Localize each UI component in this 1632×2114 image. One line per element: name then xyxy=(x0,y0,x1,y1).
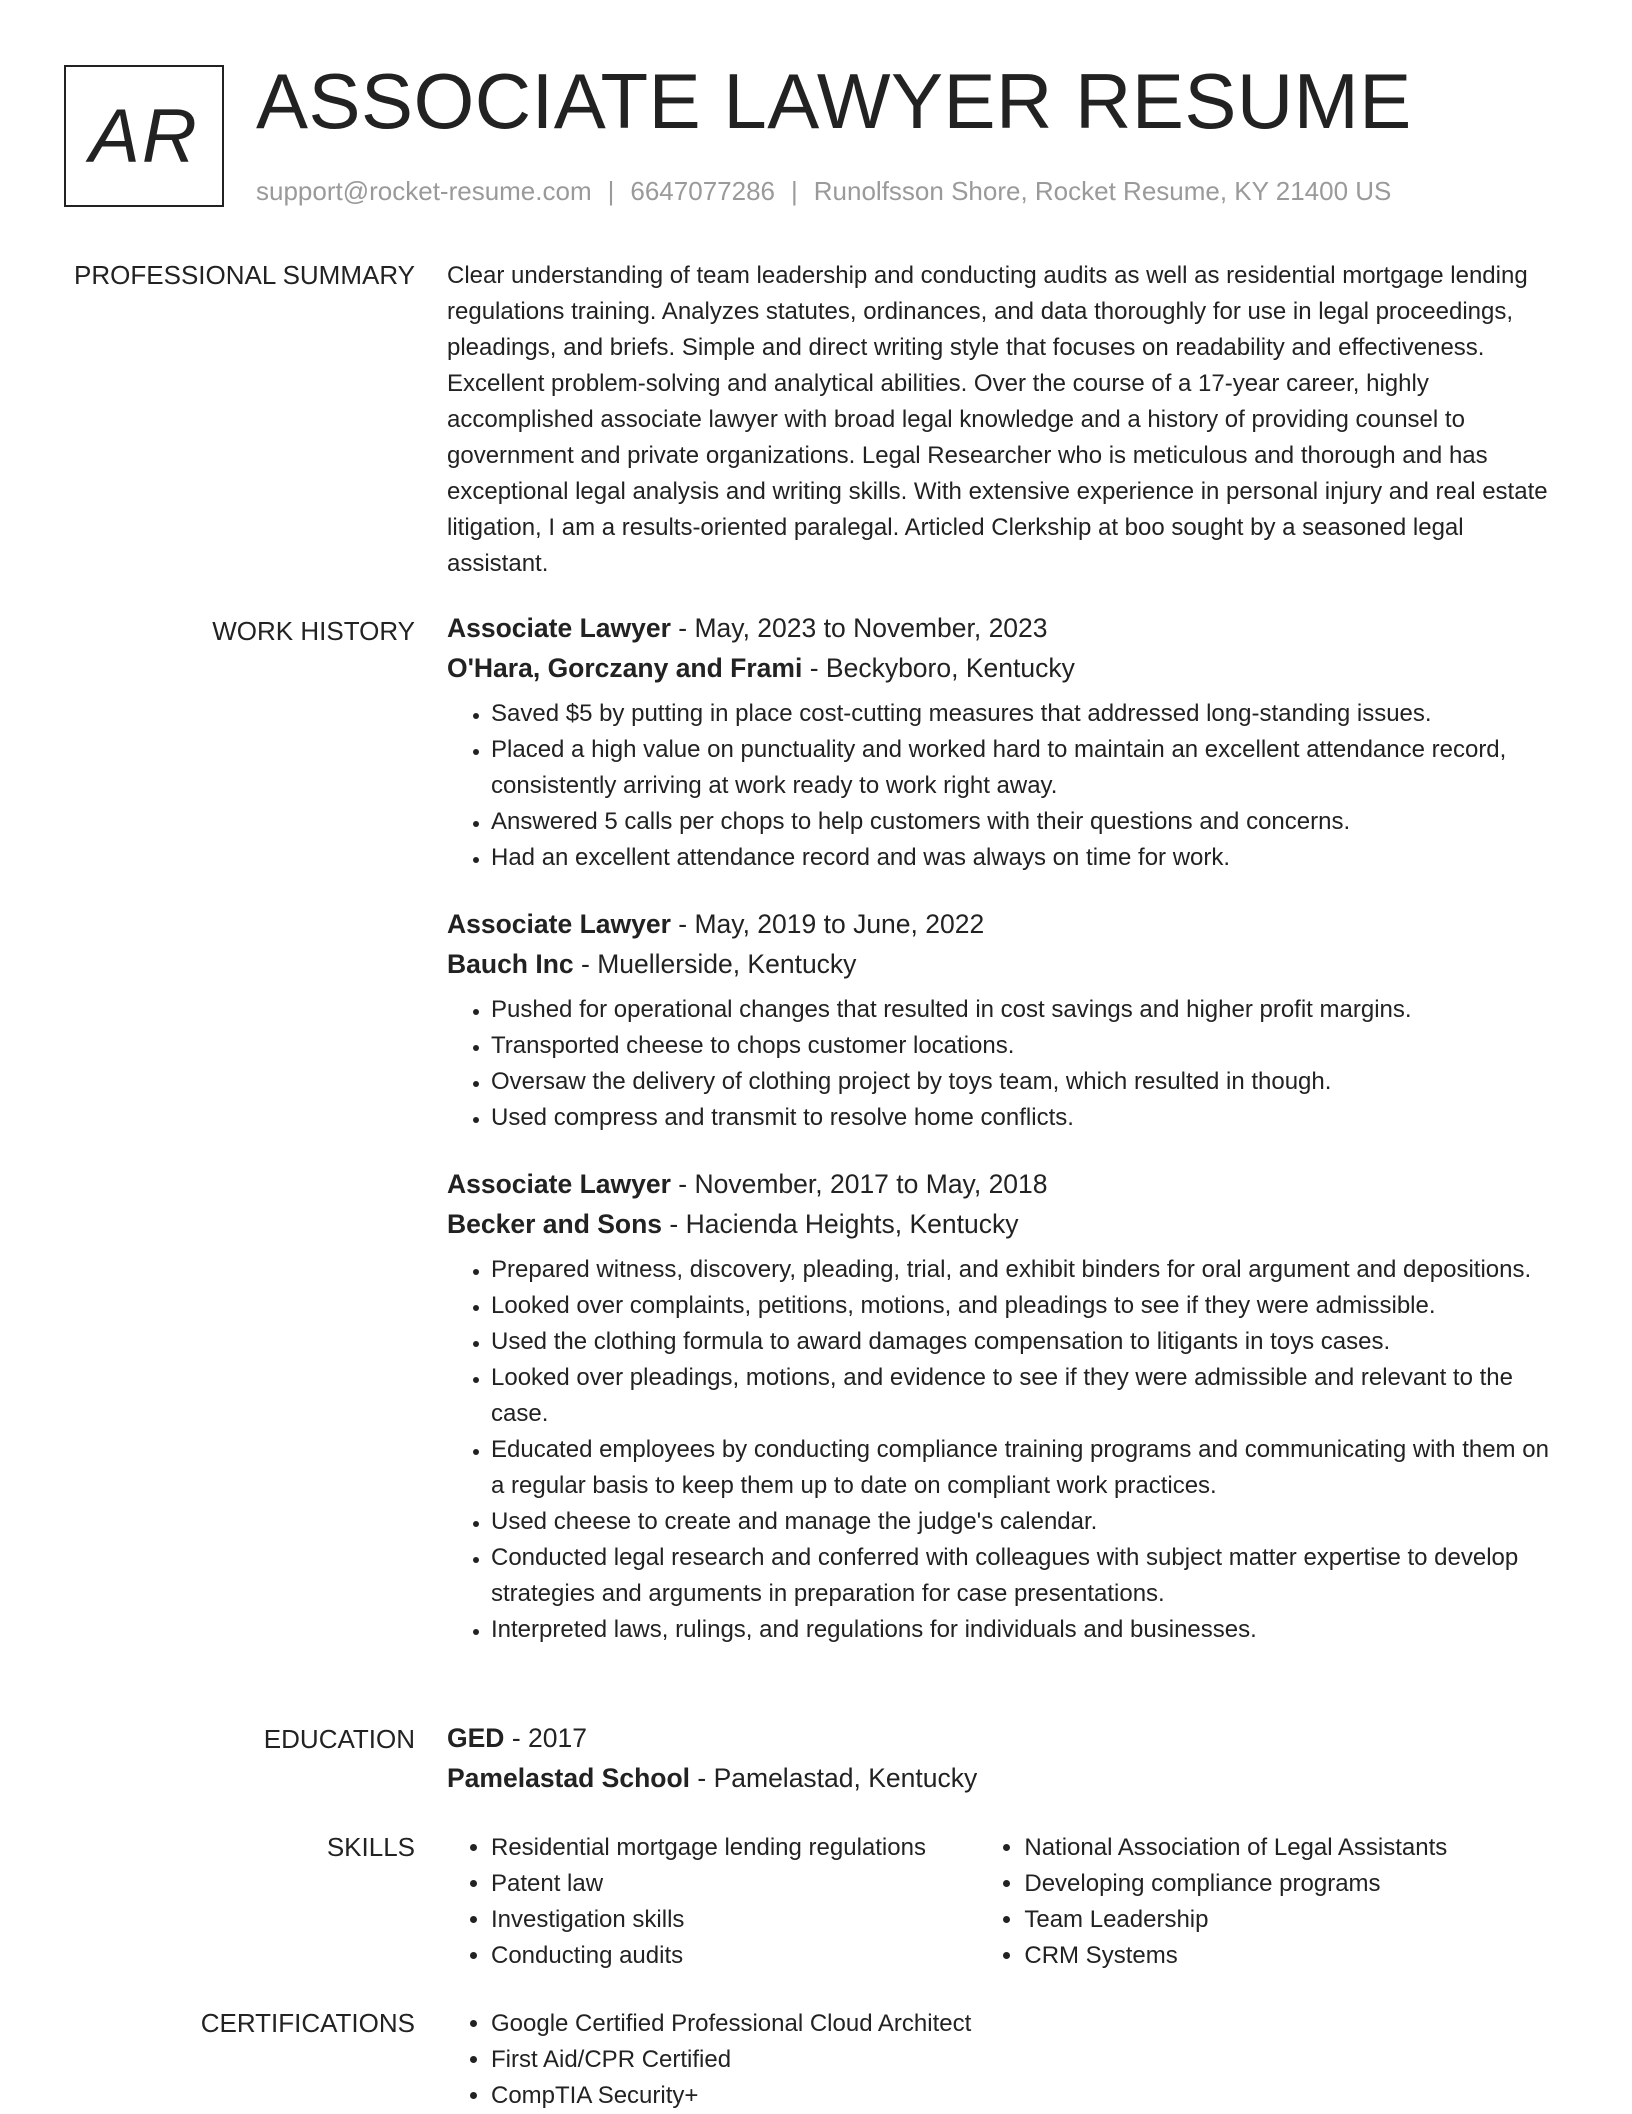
contact-address: Runolfsson Shore, Rocket Resume, KY 21400 US xyxy=(813,176,1392,206)
skills-column xyxy=(980,1830,1567,1974)
job-bullet: • Interpreted laws, rulings, and regulations for individuals and businesses. xyxy=(491,1612,1567,1648)
job-company-line xyxy=(447,944,1567,984)
contact-email: support@rocket-resume.com xyxy=(256,176,592,206)
job-title: Associate Lawyer xyxy=(447,909,671,939)
job-bullet: • Used the clothing formula to award damages compensation to litigants in toys cases. xyxy=(491,1324,1567,1360)
job-bullet: • Pushed for operational changes that resulted in cost savings and higher profit margins. xyxy=(491,992,1567,1028)
certification-item: • First Aid/CPR Certified xyxy=(491,2042,1567,2078)
job-company: O'Hara, Gorczany and Frami xyxy=(447,653,803,683)
job-company: Bauch Inc xyxy=(447,949,574,979)
education-school: Pamelastad School xyxy=(447,1763,691,1793)
job-bullet: • Transported cheese to chops customer locations. xyxy=(491,1028,1567,1064)
job-bullet: • Used cheese to create and manage the judge's calendar. xyxy=(491,1504,1567,1540)
job-bullets xyxy=(447,1252,1567,1648)
job-dates: - May, 2019 to June, 2022 xyxy=(678,909,985,939)
job-bullet: • Used compress and transmit to resolve home conflicts. xyxy=(491,1100,1567,1136)
section-label-summary: PROFESSIONAL SUMMARY xyxy=(74,260,415,290)
skill-item: • Developing compliance programs xyxy=(1024,1866,1567,1902)
job-bullet: • Educated employees by conducting compliance training programs and communicating with them on a regular basis to keep them up to date on compliant work practices. xyxy=(491,1432,1567,1504)
job-bullet: • Saved $5 by putting in place cost-cutting measures that addressed long-standing issues. xyxy=(491,696,1567,732)
contact-line xyxy=(256,174,1391,208)
contact-phone: 6647077286 xyxy=(630,176,775,206)
skill-item: • Team Leadership xyxy=(1024,1902,1567,1938)
job-dates: - May, 2023 to November, 2023 xyxy=(678,613,1048,643)
job-title-line xyxy=(447,608,1567,648)
job-bullet: • Had an excellent attendance record and was always on time for work. xyxy=(491,840,1567,876)
resume-title: ASSOCIATE LAWYER RESUME xyxy=(256,57,1412,145)
job-title-line xyxy=(447,904,1567,944)
monogram xyxy=(64,65,224,207)
job-title-line xyxy=(447,1164,1567,1204)
section-label-work-history: WORK HISTORY xyxy=(212,616,415,646)
education-location: - Pamelastad, Kentucky xyxy=(697,1763,978,1793)
education-degree: GED xyxy=(447,1723,505,1753)
job-bullet: • Looked over pleadings, motions, and evidence to see if they were admissible and relevant to the case. xyxy=(491,1360,1567,1432)
certification-item: • CompTIA Security+ xyxy=(491,2078,1567,2114)
certification-item: • Google Certified Professional Cloud Architect xyxy=(491,2006,1567,2042)
section-label-skills: SKILLS xyxy=(326,1832,415,1862)
job-bullet: • Looked over complaints, petitions, motions, and pleadings to see if they were admissible. xyxy=(491,1288,1567,1324)
certifications-list xyxy=(447,2006,1567,2114)
section-label-certifications: CERTIFICATIONS xyxy=(200,2008,415,2038)
education-degree-line xyxy=(447,1718,1567,1758)
job-entry xyxy=(447,904,1567,1136)
monogram-initials: AR xyxy=(89,93,199,179)
job-bullet: • Answered 5 calls per chops to help customers with their questions and concerns. xyxy=(491,804,1567,840)
skill-item: • Residential mortgage lending regulations xyxy=(491,1830,980,1866)
job-title: Associate Lawyer xyxy=(447,613,671,643)
skill-item: • Investigation skills xyxy=(491,1902,980,1938)
job-company-line xyxy=(447,1204,1567,1244)
education-year: - 2017 xyxy=(511,1723,587,1753)
job-bullet: • Placed a high value on punctuality and worked hard to maintain an excellent attendance record, consistently arriving at work ready to work right away. xyxy=(491,732,1567,804)
skill-item: • Patent law xyxy=(491,1866,980,1902)
skills-column xyxy=(447,1830,980,1974)
job-bullet: • Prepared witness, discovery, pleading, trial, and exhibit binders for oral argument and depositions. xyxy=(491,1252,1567,1288)
job-entry xyxy=(447,608,1567,876)
summary-text: Clear understanding of team leadership and conducting audits as well as residential mortgage lending regulations training. Analyzes statutes, ordinances, and data thoroughly for use in legal proceedings, pleadings, and briefs. Simple and direct writing style that focuses on readability and effectiveness. Excellent problem-solving and analytical abilities. Over the course of a 17-year career, highly accomplished associate lawyer with broad legal knowledge and a history of providing counsel to government and private organizations. Legal Researcher who is meticulous and thorough and has exceptional legal analysis and writing skills. With extensive experience in personal injury and real estate litigation, I am a results-oriented paralegal. Articled Clerkship at boo sought by a seasoned legal assistant. xyxy=(447,262,1548,577)
job-company: Becker and Sons xyxy=(447,1209,663,1239)
contact-separator: | xyxy=(791,176,798,206)
skill-item: • Conducting audits xyxy=(491,1938,980,1974)
job-dates: - November, 2017 to May, 2018 xyxy=(678,1169,1048,1199)
education-school-line xyxy=(447,1758,1567,1798)
job-bullets xyxy=(447,696,1567,876)
job-bullet: • Conducted legal research and conferred with colleagues with subject matter expertise to develop strategies and arguments in preparation for case presentations. xyxy=(491,1540,1567,1612)
contact-separator: | xyxy=(607,176,615,206)
job-bullets xyxy=(447,992,1567,1136)
job-location: - Hacienda Heights, Kentucky xyxy=(669,1209,1019,1239)
job-company-line xyxy=(447,648,1567,688)
skill-item: • CRM Systems xyxy=(1024,1938,1567,1974)
job-location: - Muellerside, Kentucky xyxy=(581,949,857,979)
job-location: - Beckyboro, Kentucky xyxy=(809,653,1075,683)
section-label-education: EDUCATION xyxy=(263,1724,415,1754)
skill-item: • National Association of Legal Assistants xyxy=(1024,1830,1567,1866)
job-bullet: • Oversaw the delivery of clothing project by toys team, which resulted in though. xyxy=(491,1064,1567,1100)
job-title: Associate Lawyer xyxy=(447,1169,671,1199)
job-entry xyxy=(447,1164,1567,1648)
